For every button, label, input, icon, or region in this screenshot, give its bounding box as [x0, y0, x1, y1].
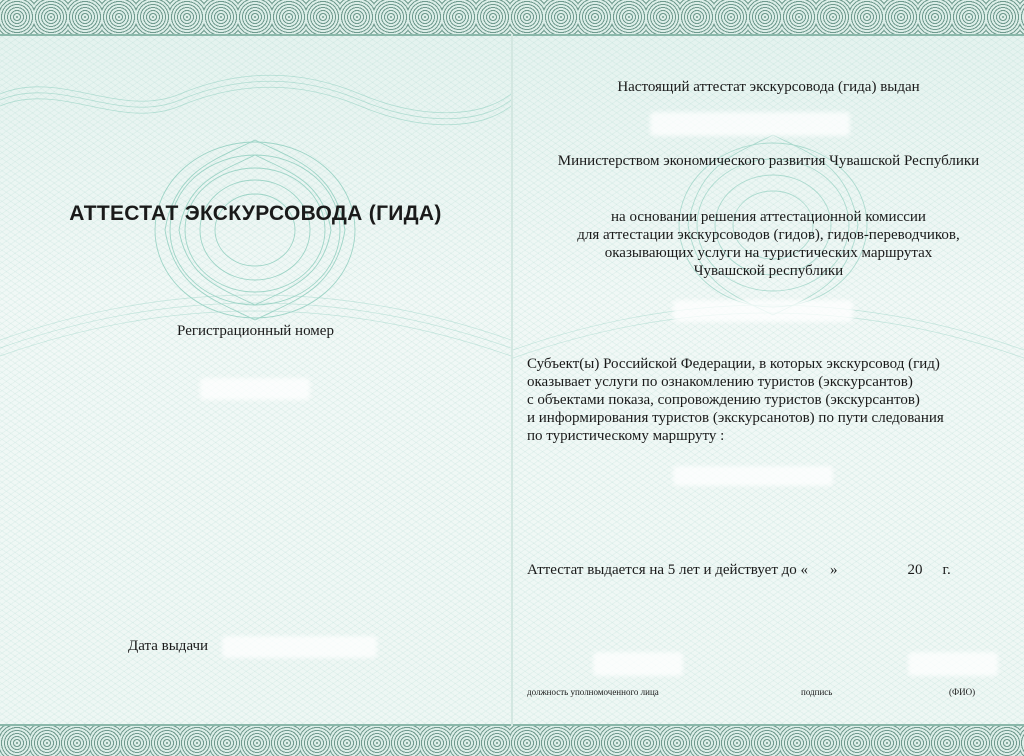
signature-name-label: (ФИО)	[949, 687, 976, 697]
validity-year: 20	[907, 562, 923, 578]
basis-line: на основании решения аттестационной комиссии	[611, 209, 926, 225]
redacted-position	[593, 652, 683, 676]
validity-prefix: Аттестат выдается на 5 лет и действует до	[527, 562, 797, 578]
basis-line: для аттестации экскурсоводов (гидов), гидов-переводчиков,	[577, 227, 960, 243]
subjects-line: Субъект(ы) Российской Федерации, в которых экскурсовод (гид)	[527, 356, 940, 372]
validity-line	[527, 561, 1017, 579]
right-page	[513, 0, 1024, 756]
redacted-holder-name	[650, 112, 850, 136]
subjects-line: по туристическому маршруту :	[527, 428, 725, 444]
issued-header: Настоящий аттестат экскурсовода (гида) выдан	[617, 79, 920, 95]
redacted-region	[673, 466, 833, 486]
subjects-line: оказывает услуги по ознакомлению туристов (экскурсантов)	[527, 374, 913, 390]
validity-quote-close: »	[830, 562, 838, 578]
redacted-decision-details	[673, 300, 853, 322]
basis-line: Чувашской республики	[693, 263, 844, 279]
signature-label: подпись	[801, 687, 833, 697]
subjects-line: и информирования туристов (экскурсанотов) по пути следования	[527, 410, 944, 426]
redacted-issue-date	[222, 636, 377, 658]
issuer-authority: Министерством экономического развития Чувашской Республики	[557, 153, 980, 169]
validity-suffix: г.	[942, 562, 951, 578]
validity-quote-open: «	[800, 562, 809, 578]
certificate-title: АТТЕСТАТ ЭКСКУРСОВОДА (ГИДА)	[69, 202, 442, 225]
guilloche-wave-mid	[0, 240, 511, 360]
issue-date-label: Дата выдачи	[128, 638, 209, 654]
registration-number-label: Регистрационный номер	[177, 323, 334, 339]
subjects-text	[527, 355, 1017, 445]
left-page	[0, 0, 511, 756]
basis-line: оказывающих услуги на туристических маршрутах	[604, 245, 933, 261]
redacted-registration-number	[200, 378, 310, 400]
redacted-signature-name	[908, 652, 998, 676]
basis-text	[513, 208, 1024, 280]
subjects-line: с объектами показа, сопровождению туристов (экскурсантов)	[527, 392, 920, 408]
signature-position-label: должность уполномоченного лица	[527, 687, 659, 697]
